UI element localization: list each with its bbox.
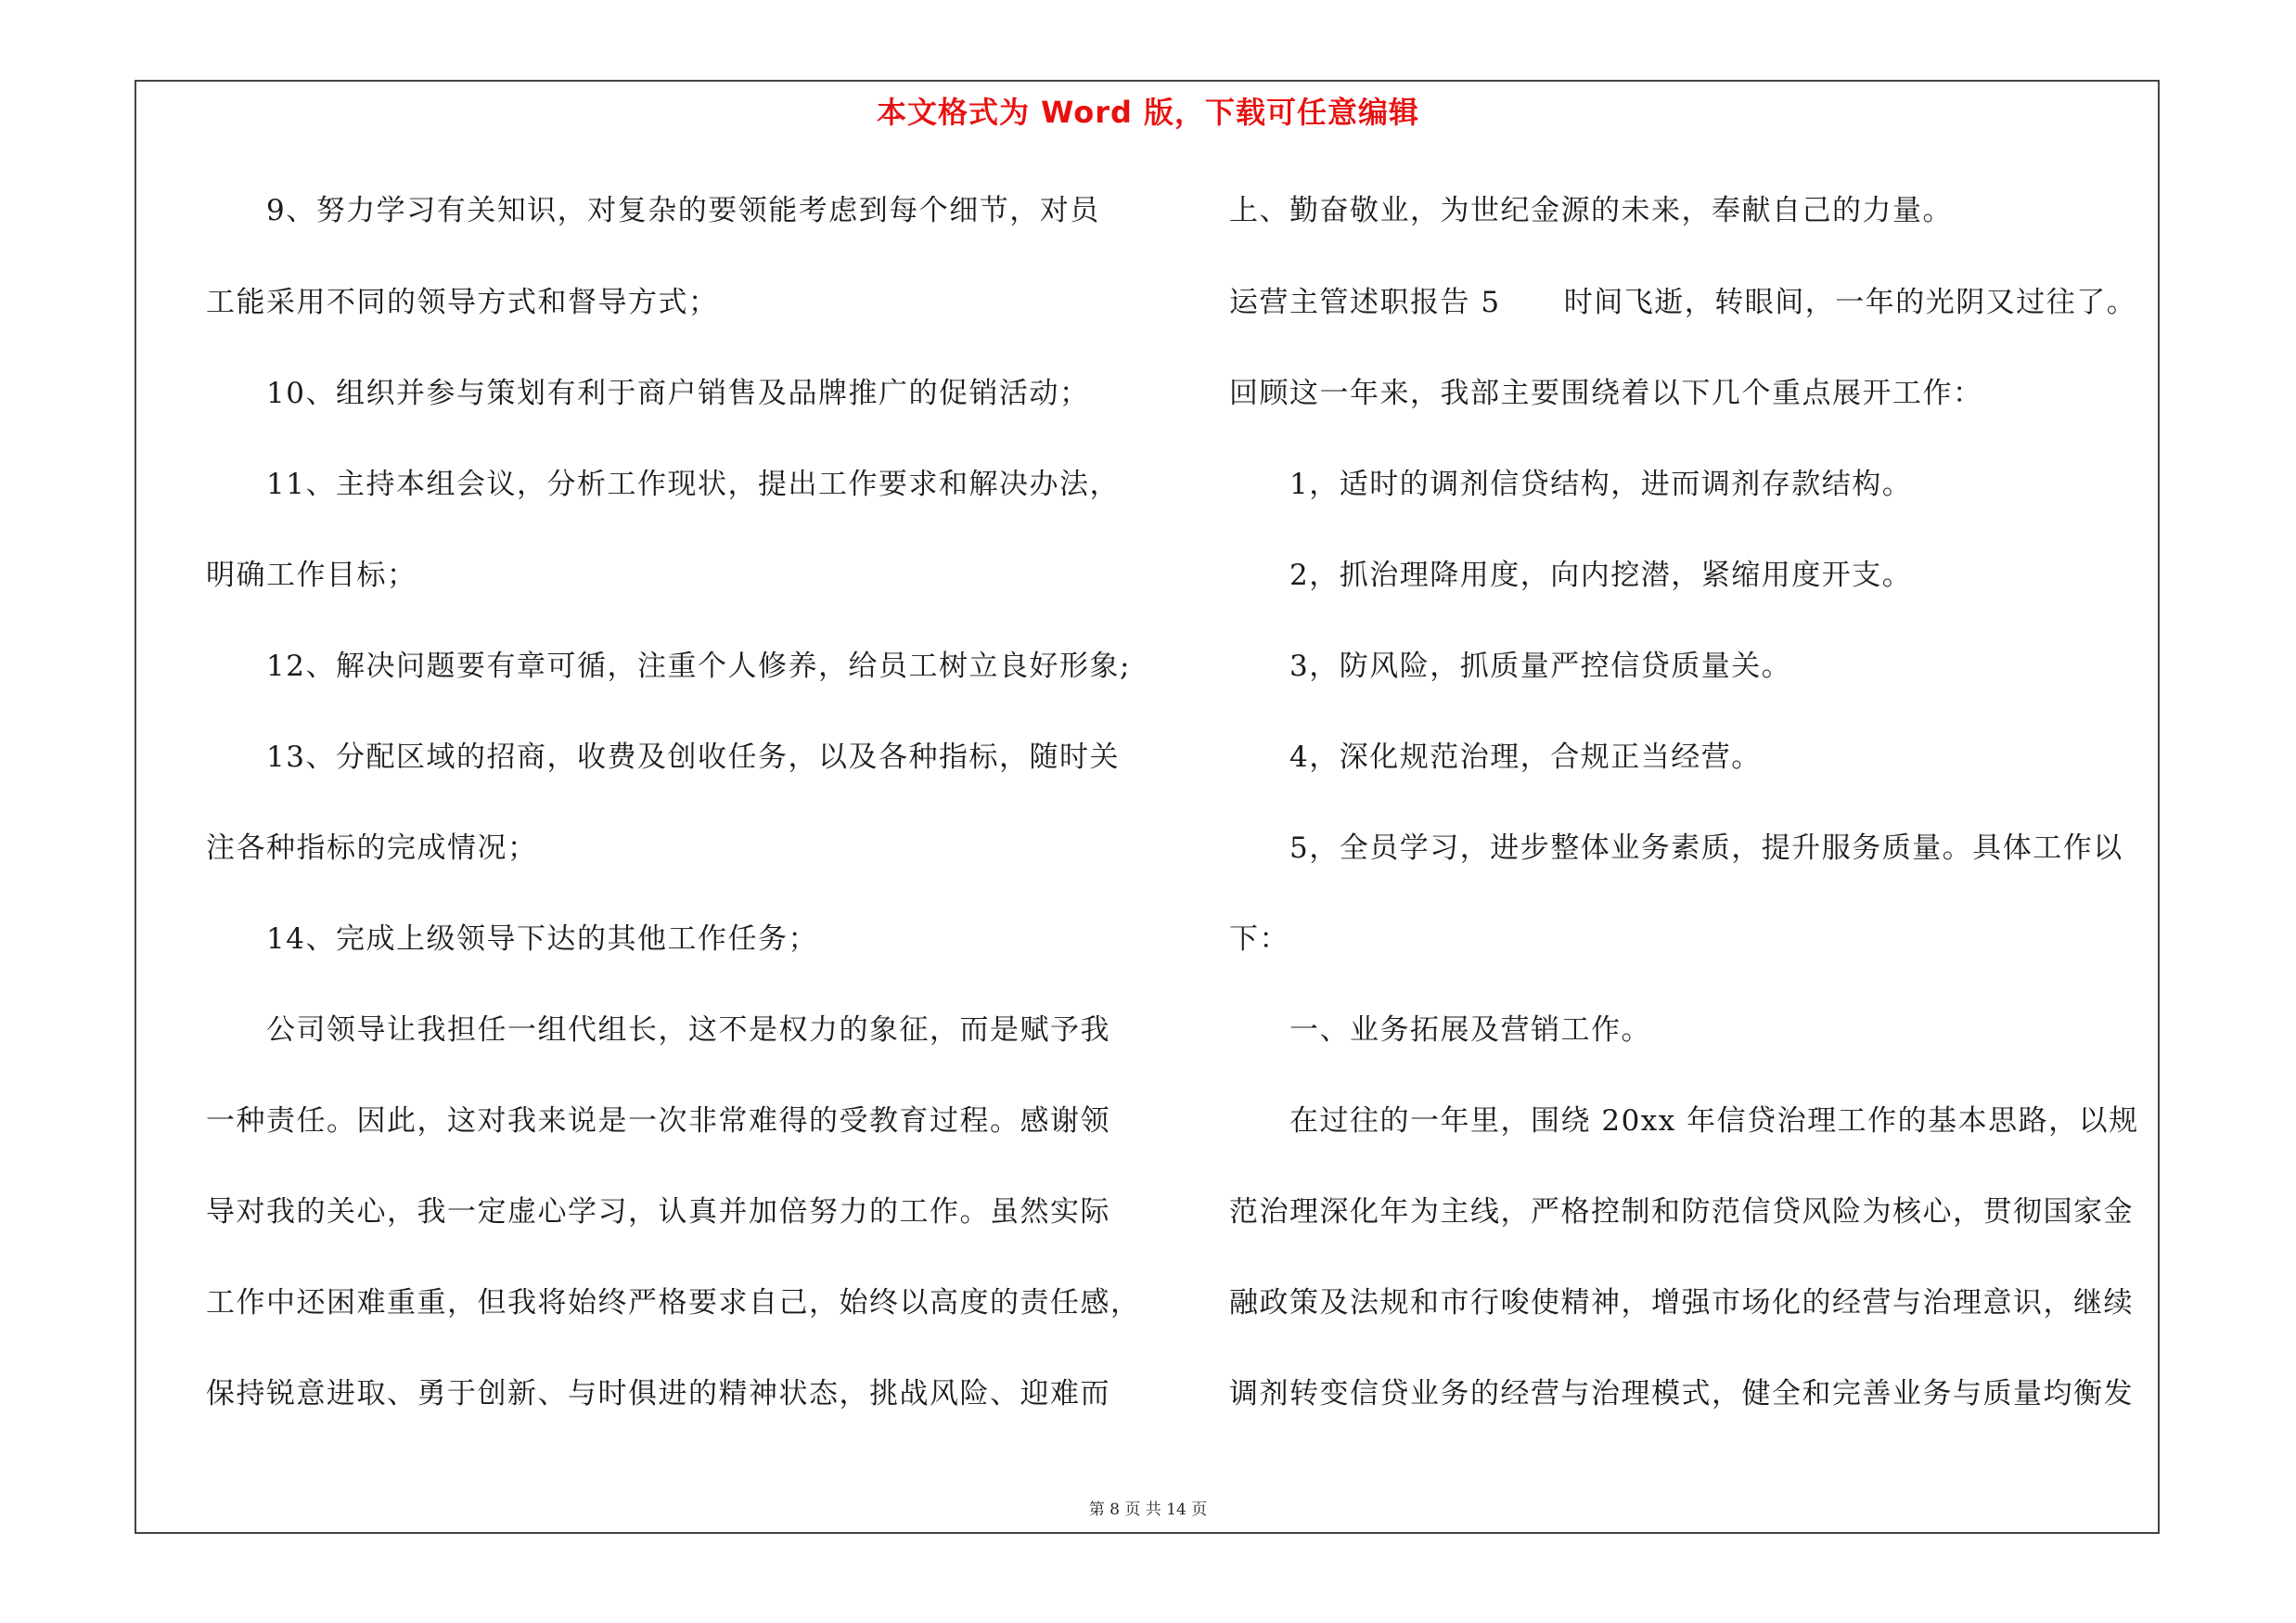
left-line: 工能采用不同的领导方式和督导方式； (206, 286, 719, 319)
word-format-banner: 本文格式为 Word 版，下载可任意编辑 (876, 95, 1420, 130)
left-line: 12、解决问题要有章可循，注重个人修养，给员工树立良好形象; (266, 650, 1131, 683)
left-line: 明确工作目标； (206, 559, 417, 592)
left-line: 工作中还困难重重，但我将始终严格要求自己，始终以高度的责任感， (206, 1286, 1141, 1320)
left-line: 导对我的关心，我一定虚心学习，认真并加倍努力的工作。虽然实际 (206, 1195, 1110, 1229)
right-line: 一、业务拓展及营销工作。 (1289, 1013, 1651, 1047)
page-number-footer: 第 8 页 共 14 页 (1088, 1501, 1208, 1519)
right-line: 下： (1229, 922, 1289, 956)
left-line: 11、主持本组会议，分析工作现状，提出工作要求和解决办法， (266, 468, 1120, 501)
right-line: 3，防风险，抓质量严控信贷质量关。 (1289, 650, 1792, 683)
right-line: 4，深化规范治理，合规正当经营。 (1289, 741, 1762, 774)
left-line: 13、分配区域的招商，收费及创收任务，以及各种指标，随时关 (266, 741, 1120, 774)
left-line: 10、组织并参与策划有利于商户销售及品牌推广的促销活动； (266, 377, 1090, 410)
right-line: 回顾这一年来，我部主要围绕着以下几个重点展开工作： (1229, 377, 1983, 410)
left-line: 一种责任。因此，这对我来说是一次非常难得的受教育过程。感谢领 (206, 1104, 1110, 1138)
right-line: 5，全员学习，进步整体业务素质，提升服务质量。具体工作以 (1289, 831, 2123, 865)
left-line: 保持锐意进取、勇于创新、与时俱进的精神状态，挑战风险、迎难而 (206, 1377, 1110, 1410)
right-line: 范治理深化年为主线，严格控制和防范信贷风险为核心，贯彻国家金 (1229, 1195, 2134, 1229)
right-line: 融政策及法规和市行唆使精神，增强市场化的经营与治理意识，继续 (1229, 1286, 2134, 1320)
right-line: 运营主管述职报告 5 时间飞逝，转眼间，一年的光阴又过往了。 (1229, 286, 2137, 319)
right-line: 在过往的一年里，围绕 20xx 年信贷治理工作的基本思路，以规 (1289, 1104, 2139, 1138)
left-line: 公司领导让我担任一组代组长，这不是权力的象征，而是赋予我 (266, 1013, 1110, 1047)
right-line: 上、勤奋敬业，为世纪金源的未来，奉献自己的力量。 (1229, 194, 1953, 227)
left-line: 9、努力学习有关知识，对复杂的要领能考虑到每个细节，对员 (266, 194, 1100, 227)
right-line: 调剂转变信贷业务的经营与治理模式，健全和完善业务与质量均衡发 (1229, 1377, 2134, 1410)
right-line: 2，抓治理降用度，向内挖潜，紧缩用度开支。 (1289, 559, 1913, 592)
right-line: 1，适时的调剂信贷结构，进而调剂存款结构。 (1289, 468, 1913, 501)
left-line: 14、完成上级领导下达的其他工作任务； (266, 922, 818, 956)
left-line: 注各种指标的完成情况； (206, 831, 538, 865)
